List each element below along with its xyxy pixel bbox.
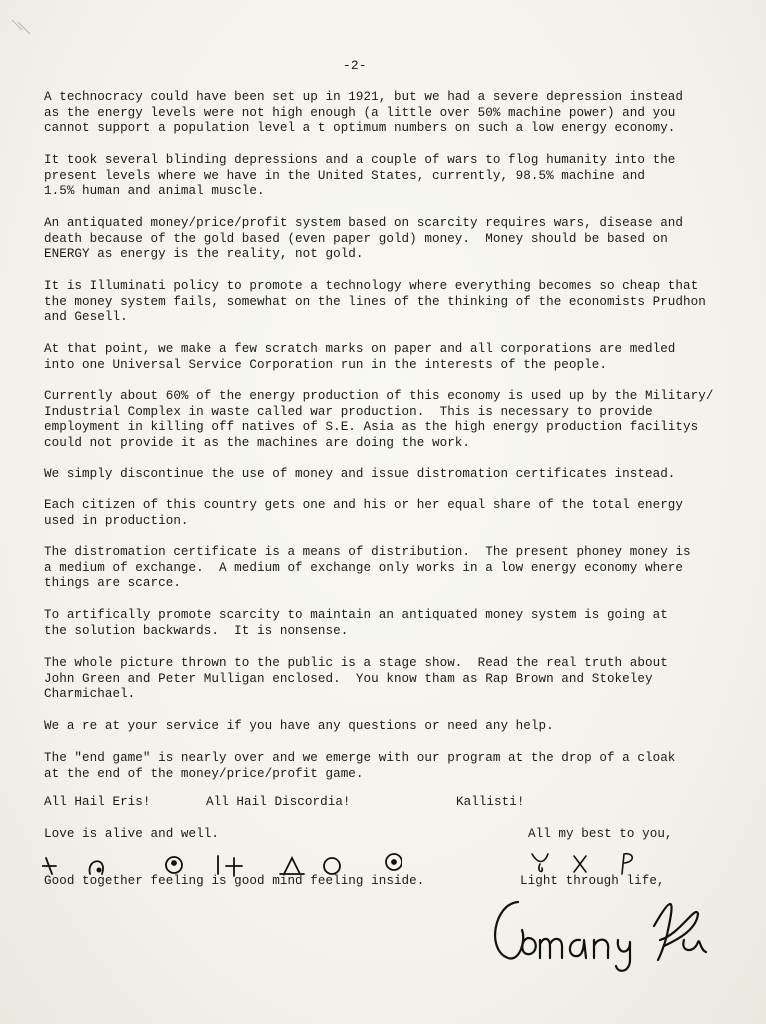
paragraph-military-industrial: Currently about 60% of the energy production of this economy is used up by the Military/ Industrial Complex in waste called war production. This is necessary to provide employment in killing off natives of S.E. Asia as the high energy production facilitys could not provide it as the machines are doing the work. (44, 389, 714, 450)
paragraph-money-system: An antiquated money/price/profit system based on scarcity requires wars, disease and death because of the gold based (even paper gold) money. Money should be based on ENERGY as energy is the reality, not gold. (44, 216, 684, 261)
paragraph-artificial-scarcity: To artifically promote scarcity to maintain an antiquated money system is going at the solution backwards. It is nonsense. (44, 608, 668, 638)
corner-pencil-mark (8, 16, 42, 40)
paragraph-illuminati-policy: It is Illuminati policy to promote a technology where everything becomes so cheap that the money system fails, somewhat on the lines of the thinking of the economists Prudhon and Gesell. (44, 279, 706, 324)
light-through-life-text: Light through life, (520, 874, 665, 888)
closing-row-1 (44, 825, 744, 843)
paragraph-scratch-marks: At that point, we make a few scratch marks on paper and all corporations are medled into one Universal Service Corporation run in the interests of the people. (44, 342, 676, 372)
best-wishes-text: All my best to you, (528, 827, 673, 841)
good-feeling-text: Good together feeling is good mind feeling inside. (44, 874, 425, 888)
paragraph-distromation: We simply discontinue the use of money and issue distromation certificates instead. (44, 467, 676, 481)
handwritten-signature-icon (484, 880, 724, 975)
love-alive-text: Love is alive and well. (44, 827, 219, 841)
paragraph-citizen-share: Each citizen of this country gets one and his or her equal share of the total energy used in production. (44, 498, 684, 528)
paragraph-at-your-service: We a re at your service if you have any questions or need any help. (44, 719, 554, 733)
hail-eris-text: All Hail Eris! (44, 795, 151, 809)
salutation-row (44, 793, 744, 811)
paragraph-technocracy: A technocracy could have been set up in 1921, but we had a severe depression instead as the energy levels were not high enough (a little over 50% machine power) and you cannot support a population level a t optimum numbers on such a low energy economy. (44, 90, 684, 135)
page-number: -2- (343, 58, 367, 73)
paragraph-certificate-exchange: The distromation certificate is a means of distribution. The present phoney money is a medium of exchange. A medium of exchange only works in a low energy economy where things are scarce. (44, 545, 691, 590)
paragraph-end-game: The "end game" is nearly over and we emerge with our program at the drop of a cloak at the end of the money/price/profit game. (44, 751, 676, 781)
kallisti-text: Kallisti! (456, 795, 525, 809)
paragraph-stage-show: The whole picture thrown to the public is a stage show. Read the real truth about John Green and Peter Mulligan enclosed. You know tham as Rap Brown and Stokeley Charmichael. (44, 656, 668, 701)
hail-discordia-text: All Hail Discordia! (206, 795, 351, 809)
paragraph-depressions: It took several blinding depressions and a couple of wars to flog humanity into the present levels where we have in the United States, currently, 98.5% machine and 1.5% human and animal muscle. (44, 153, 676, 198)
